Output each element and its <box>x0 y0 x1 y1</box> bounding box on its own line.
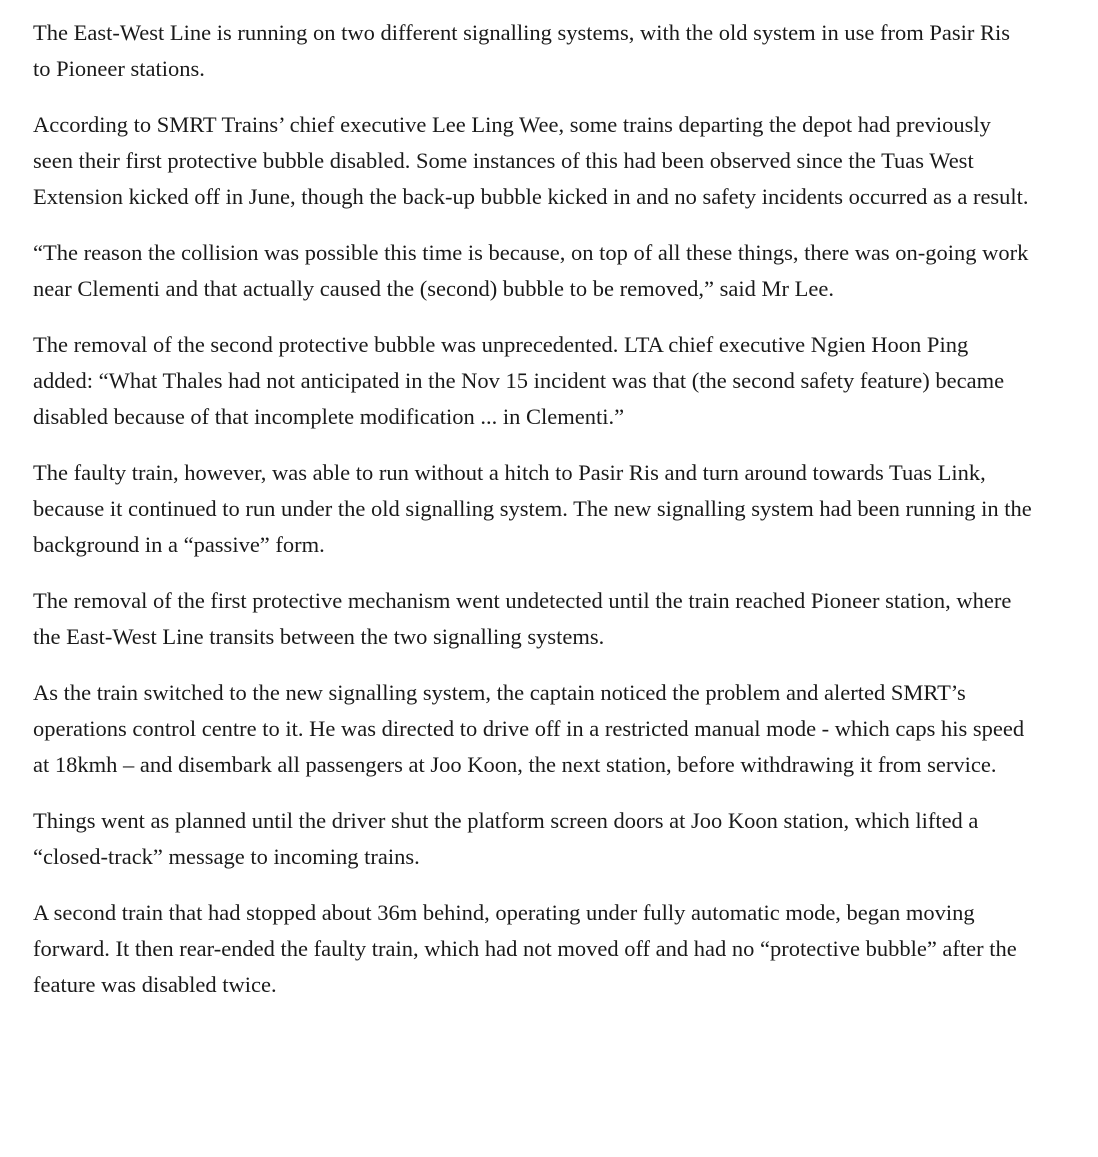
paragraph-screen-doors: Things went as planned until the driver shut the platform screen doors at Joo Koon station, which lifted a “closed-track” message to incoming trains. <box>33 808 979 869</box>
paragraph-captain-action: As the train switched to the new signalling system, the captain noticed the problem and alerted SMRT’s operations control centre to it. He was directed to drive off in a restricted manual mode - which caps his speed at 18kmh – and disembark all passengers at Joo Koon, the next station, before withdrawing it from service. <box>33 680 1025 777</box>
paragraph-collision: A second train that had stopped about 36m behind, operating under fully automatic mode, began moving forward. It then rear-ended the faulty train, which had not moved off and had no “protective bubble” after the feature was disabled twice. <box>33 900 1017 997</box>
article-body <box>33 15 1033 1003</box>
paragraph-signalling-systems: The East-West Line is running on two different signalling systems, with the old system in use from Pasir Ris to Pioneer stations. <box>33 20 1011 81</box>
paragraph-pioneer-transition: The removal of the first protective mechanism went undetected until the train reached Pioneer station, where the East-West Line transits between the two signalling systems. <box>33 588 1012 649</box>
paragraph-smrt-chief-statement: According to SMRT Trains’ chief executive Lee Ling Wee, some trains departing the depot had previously seen their first protective bubble disabled. Some instances of this had been observed since the Tuas West Extension kicked off in June, though the back-up bubble kicked in and no safety incidents occurred as a result. <box>33 112 1029 209</box>
paragraph-faulty-train-run: The faulty train, however, was able to run without a hitch to Pasir Ris and turn around towards Tuas Link, because it continued to run under the old signalling system. The new signalling system had been running in the background in a “passive” form. <box>33 460 1032 557</box>
paragraph-lta-statement: The removal of the second protective bubble was unprecedented. LTA chief executive Ngien Hoon Ping added: “What Thales had not anticipated in the Nov 15 incident was that (the second safety feature) became disabled because of that incomplete modification ... in Clementi.” <box>33 332 1005 429</box>
paragraph-lee-quote: “The reason the collision was possible this time is because, on top of all these things, there was on-going work near Clementi and that actually caused the (second) bubble to be removed,” said Mr Lee. <box>33 240 1029 301</box>
